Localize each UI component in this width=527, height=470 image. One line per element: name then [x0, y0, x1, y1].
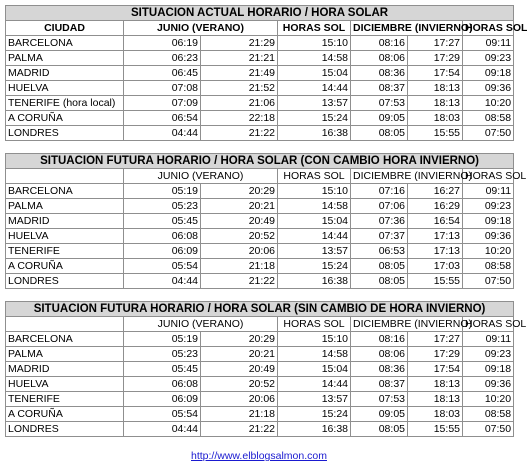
section-title: SITUACION FUTURA HORARIO / HORA SOLAR (CON CAMBIO HORA INVIERNO) — [6, 154, 514, 169]
sunrise-december-cell: 08:06 — [351, 51, 408, 66]
city-cell: A CORUÑA — [6, 111, 124, 126]
header-row — [6, 317, 514, 332]
sunset-december-cell: 17:27 — [408, 36, 463, 51]
city-cell: LONDRES — [6, 274, 124, 289]
sunset-december-cell: 18:13 — [408, 81, 463, 96]
sunrise-december-cell: 08:05 — [351, 422, 408, 437]
sunrise-december-cell: 08:36 — [351, 66, 408, 81]
sunset-december-cell: 17:54 — [408, 66, 463, 81]
table-row — [6, 274, 514, 289]
city-cell: BARCELONA — [6, 332, 124, 347]
sun-hours-june-cell: 16:38 — [278, 274, 351, 289]
table-row — [6, 407, 514, 422]
sun-hours-june-cell: 14:44 — [278, 81, 351, 96]
sunrise-december-cell: 09:05 — [351, 111, 408, 126]
section-title-row — [6, 154, 514, 169]
sun-hours-december-cell: 10:20 — [463, 96, 514, 111]
sun-hours-december-cell: 09:23 — [463, 51, 514, 66]
sunrise-june-cell: 06:09 — [124, 392, 201, 407]
column-header — [6, 317, 124, 332]
section-spacer — [6, 289, 514, 302]
sunrise-december-cell: 08:37 — [351, 81, 408, 96]
sunset-december-cell: 16:54 — [408, 214, 463, 229]
sun-hours-december-cell: 08:58 — [463, 111, 514, 126]
sunrise-june-cell: 05:45 — [124, 362, 201, 377]
sunset-december-cell: 17:13 — [408, 229, 463, 244]
city-cell: PALMA — [6, 347, 124, 362]
table-row — [6, 126, 514, 141]
footer — [5, 450, 513, 462]
table-row — [6, 259, 514, 274]
sunset-june-cell: 20:06 — [201, 244, 278, 259]
header-row — [6, 21, 514, 36]
spacer-cell — [6, 289, 514, 302]
column-header: JUNIO (VERANO) — [124, 317, 278, 332]
sunrise-december-cell: 08:05 — [351, 126, 408, 141]
sun-hours-december-cell: 10:20 — [463, 392, 514, 407]
sun-hours-december-cell: 09:23 — [463, 199, 514, 214]
sunset-june-cell: 20:49 — [201, 214, 278, 229]
city-cell: BARCELONA — [6, 184, 124, 199]
sun-hours-june-cell: 16:38 — [278, 422, 351, 437]
sun-hours-december-cell: 07:50 — [463, 126, 514, 141]
spacer-cell — [6, 141, 514, 154]
sun-hours-june-cell: 14:44 — [278, 229, 351, 244]
sunrise-june-cell: 05:54 — [124, 407, 201, 422]
city-cell: LONDRES — [6, 126, 124, 141]
sunrise-december-cell: 07:16 — [351, 184, 408, 199]
city-cell: BARCELONA — [6, 36, 124, 51]
column-header: HORAS SOL — [463, 317, 514, 332]
table-row — [6, 184, 514, 199]
table-row — [6, 229, 514, 244]
column-header: DICIEMBRE (INVIERNO) — [351, 21, 463, 36]
table-row — [6, 111, 514, 126]
sunrise-december-cell: 07:53 — [351, 96, 408, 111]
sunrise-december-cell: 08:16 — [351, 36, 408, 51]
sunrise-june-cell: 07:08 — [124, 81, 201, 96]
sun-hours-june-cell: 14:58 — [278, 51, 351, 66]
sunrise-december-cell: 07:06 — [351, 199, 408, 214]
city-cell: PALMA — [6, 51, 124, 66]
sunrise-december-cell: 06:53 — [351, 244, 408, 259]
column-header: DICIEMBRE (INVIERNO) — [351, 317, 463, 332]
sunset-june-cell: 21:52 — [201, 81, 278, 96]
sun-hours-june-cell: 15:24 — [278, 259, 351, 274]
sunrise-december-cell: 07:53 — [351, 392, 408, 407]
sunset-december-cell: 18:13 — [408, 377, 463, 392]
table-row — [6, 377, 514, 392]
sunset-june-cell: 20:21 — [201, 347, 278, 362]
sunset-december-cell: 15:55 — [408, 274, 463, 289]
sun-hours-june-cell: 15:04 — [278, 362, 351, 377]
sun-hours-december-cell: 08:58 — [463, 259, 514, 274]
sunrise-june-cell: 06:23 — [124, 51, 201, 66]
sunrise-june-cell: 05:23 — [124, 347, 201, 362]
table-row — [6, 199, 514, 214]
sun-hours-june-cell: 15:10 — [278, 332, 351, 347]
sun-hours-june-cell: 14:44 — [278, 377, 351, 392]
sunset-december-cell: 17:54 — [408, 362, 463, 377]
sun-hours-december-cell: 08:58 — [463, 407, 514, 422]
sun-hours-december-cell: 09:18 — [463, 66, 514, 81]
city-cell: A CORUÑA — [6, 407, 124, 422]
city-cell: LONDRES — [6, 422, 124, 437]
solar-time-table — [5, 5, 527, 437]
sun-hours-december-cell: 09:11 — [463, 184, 514, 199]
column-header: DICIEMBRE (INVIERNO) — [351, 169, 463, 184]
sunset-december-cell: 15:55 — [408, 126, 463, 141]
sunrise-june-cell: 05:45 — [124, 214, 201, 229]
table-row — [6, 244, 514, 259]
sunset-december-cell: 17:29 — [408, 51, 463, 66]
sun-hours-june-cell: 15:10 — [278, 184, 351, 199]
city-cell: PALMA — [6, 199, 124, 214]
section-title-row — [6, 6, 514, 21]
sun-hours-december-cell: 10:20 — [463, 244, 514, 259]
table-row — [6, 347, 514, 362]
sun-hours-december-cell: 07:50 — [463, 422, 514, 437]
column-header: HORAS SOL — [278, 317, 351, 332]
sunrise-june-cell: 06:08 — [124, 377, 201, 392]
sunrise-june-cell: 04:44 — [124, 274, 201, 289]
city-cell: MADRID — [6, 214, 124, 229]
section-spacer — [6, 141, 514, 154]
sunrise-june-cell: 04:44 — [124, 126, 201, 141]
sunset-june-cell: 20:52 — [201, 229, 278, 244]
city-cell: TENERIFE — [6, 244, 124, 259]
section-title: SITUACION ACTUAL HORARIO / HORA SOLAR — [6, 6, 514, 21]
sunset-june-cell: 20:06 — [201, 392, 278, 407]
sun-hours-december-cell: 09:11 — [463, 332, 514, 347]
sunrise-december-cell: 08:16 — [351, 332, 408, 347]
table-row — [6, 214, 514, 229]
sun-hours-june-cell: 13:57 — [278, 392, 351, 407]
section-title: SITUACION FUTURA HORARIO / HORA SOLAR (SIN CAMBIO DE HORA INVIERNO) — [6, 302, 514, 317]
sunset-june-cell: 20:29 — [201, 184, 278, 199]
column-header: CIUDAD — [6, 21, 124, 36]
sunset-june-cell: 21:22 — [201, 422, 278, 437]
sun-hours-june-cell: 14:58 — [278, 199, 351, 214]
column-header: HORAS SOL — [463, 169, 514, 184]
sunset-june-cell: 21:49 — [201, 66, 278, 81]
sunset-june-cell: 21:06 — [201, 96, 278, 111]
sunset-december-cell: 17:27 — [408, 332, 463, 347]
sun-hours-june-cell: 13:57 — [278, 244, 351, 259]
sunset-december-cell: 16:27 — [408, 184, 463, 199]
table-body — [6, 6, 527, 437]
table-row — [6, 36, 514, 51]
city-cell: MADRID — [6, 362, 124, 377]
sunset-december-cell: 17:03 — [408, 259, 463, 274]
sunset-june-cell: 21:21 — [201, 51, 278, 66]
sun-hours-december-cell: 07:50 — [463, 274, 514, 289]
header-row — [6, 169, 514, 184]
sunrise-june-cell: 05:54 — [124, 259, 201, 274]
sunset-june-cell: 20:49 — [201, 362, 278, 377]
sunrise-june-cell: 06:54 — [124, 111, 201, 126]
sun-hours-december-cell: 09:18 — [463, 362, 514, 377]
sun-hours-december-cell: 09:36 — [463, 81, 514, 96]
sunrise-december-cell: 07:37 — [351, 229, 408, 244]
column-header: HORAS SOL — [278, 169, 351, 184]
sunrise-december-cell: 08:05 — [351, 274, 408, 289]
table-row — [6, 66, 514, 81]
sunrise-june-cell: 05:19 — [124, 332, 201, 347]
sunrise-december-cell: 08:05 — [351, 259, 408, 274]
sunrise-june-cell: 06:09 — [124, 244, 201, 259]
sunset-june-cell: 20:29 — [201, 332, 278, 347]
sun-hours-december-cell: 09:36 — [463, 377, 514, 392]
sunrise-june-cell: 05:19 — [124, 184, 201, 199]
city-cell: TENERIFE (hora local) — [6, 96, 124, 111]
sunset-june-cell: 20:21 — [201, 199, 278, 214]
table-row — [6, 362, 514, 377]
table-row — [6, 392, 514, 407]
column-header: JUNIO (VERANO) — [124, 21, 278, 36]
sun-hours-june-cell: 15:24 — [278, 407, 351, 422]
sun-hours-june-cell: 15:04 — [278, 66, 351, 81]
sun-hours-june-cell: 13:57 — [278, 96, 351, 111]
sun-hours-december-cell: 09:23 — [463, 347, 514, 362]
sunset-december-cell: 18:03 — [408, 407, 463, 422]
sunrise-june-cell: 04:44 — [124, 422, 201, 437]
city-cell: HUELVA — [6, 81, 124, 96]
city-cell: TENERIFE — [6, 392, 124, 407]
sunrise-december-cell: 07:36 — [351, 214, 408, 229]
sun-hours-june-cell: 15:24 — [278, 111, 351, 126]
sunrise-december-cell: 08:36 — [351, 362, 408, 377]
city-cell: HUELVA — [6, 377, 124, 392]
sunrise-december-cell: 08:06 — [351, 347, 408, 362]
sun-hours-december-cell: 09:11 — [463, 36, 514, 51]
sunset-june-cell: 21:18 — [201, 259, 278, 274]
spreadsheet — [5, 5, 527, 437]
sunrise-june-cell: 06:19 — [124, 36, 201, 51]
sunset-december-cell: 17:29 — [408, 347, 463, 362]
table-row — [6, 332, 514, 347]
sun-hours-june-cell: 15:04 — [278, 214, 351, 229]
column-header: JUNIO (VERANO) — [124, 169, 278, 184]
sunrise-december-cell: 09:05 — [351, 407, 408, 422]
sun-hours-december-cell: 09:36 — [463, 229, 514, 244]
sunset-june-cell: 21:22 — [201, 126, 278, 141]
city-cell: A CORUÑA — [6, 259, 124, 274]
sunset-december-cell: 18:03 — [408, 111, 463, 126]
blog-link[interactable]: http://www.elblogsalmon.com — [191, 450, 327, 462]
sunset-december-cell: 15:55 — [408, 422, 463, 437]
city-cell: HUELVA — [6, 229, 124, 244]
sun-hours-june-cell: 14:58 — [278, 347, 351, 362]
sun-hours-june-cell: 15:10 — [278, 36, 351, 51]
sunset-june-cell: 21:22 — [201, 274, 278, 289]
column-header — [6, 169, 124, 184]
sunset-june-cell: 22:18 — [201, 111, 278, 126]
sunrise-june-cell: 06:45 — [124, 66, 201, 81]
sunset-december-cell: 18:13 — [408, 96, 463, 111]
sunrise-june-cell: 07:09 — [124, 96, 201, 111]
sunset-june-cell: 21:29 — [201, 36, 278, 51]
column-header: HORAS SOL — [463, 21, 514, 36]
sunset-june-cell: 20:52 — [201, 377, 278, 392]
sunset-december-cell: 17:13 — [408, 244, 463, 259]
table-row — [6, 81, 514, 96]
table-row — [6, 422, 514, 437]
sun-hours-december-cell: 09:18 — [463, 214, 514, 229]
city-cell: MADRID — [6, 66, 124, 81]
sunrise-june-cell: 06:08 — [124, 229, 201, 244]
sunset-december-cell: 16:29 — [408, 199, 463, 214]
table-row — [6, 96, 514, 111]
sunrise-june-cell: 05:23 — [124, 199, 201, 214]
sunrise-december-cell: 08:37 — [351, 377, 408, 392]
sunset-june-cell: 21:18 — [201, 407, 278, 422]
sun-hours-june-cell: 16:38 — [278, 126, 351, 141]
sunset-december-cell: 18:13 — [408, 392, 463, 407]
column-header: HORAS SOL — [278, 21, 351, 36]
table-row — [6, 51, 514, 66]
section-title-row — [6, 302, 514, 317]
